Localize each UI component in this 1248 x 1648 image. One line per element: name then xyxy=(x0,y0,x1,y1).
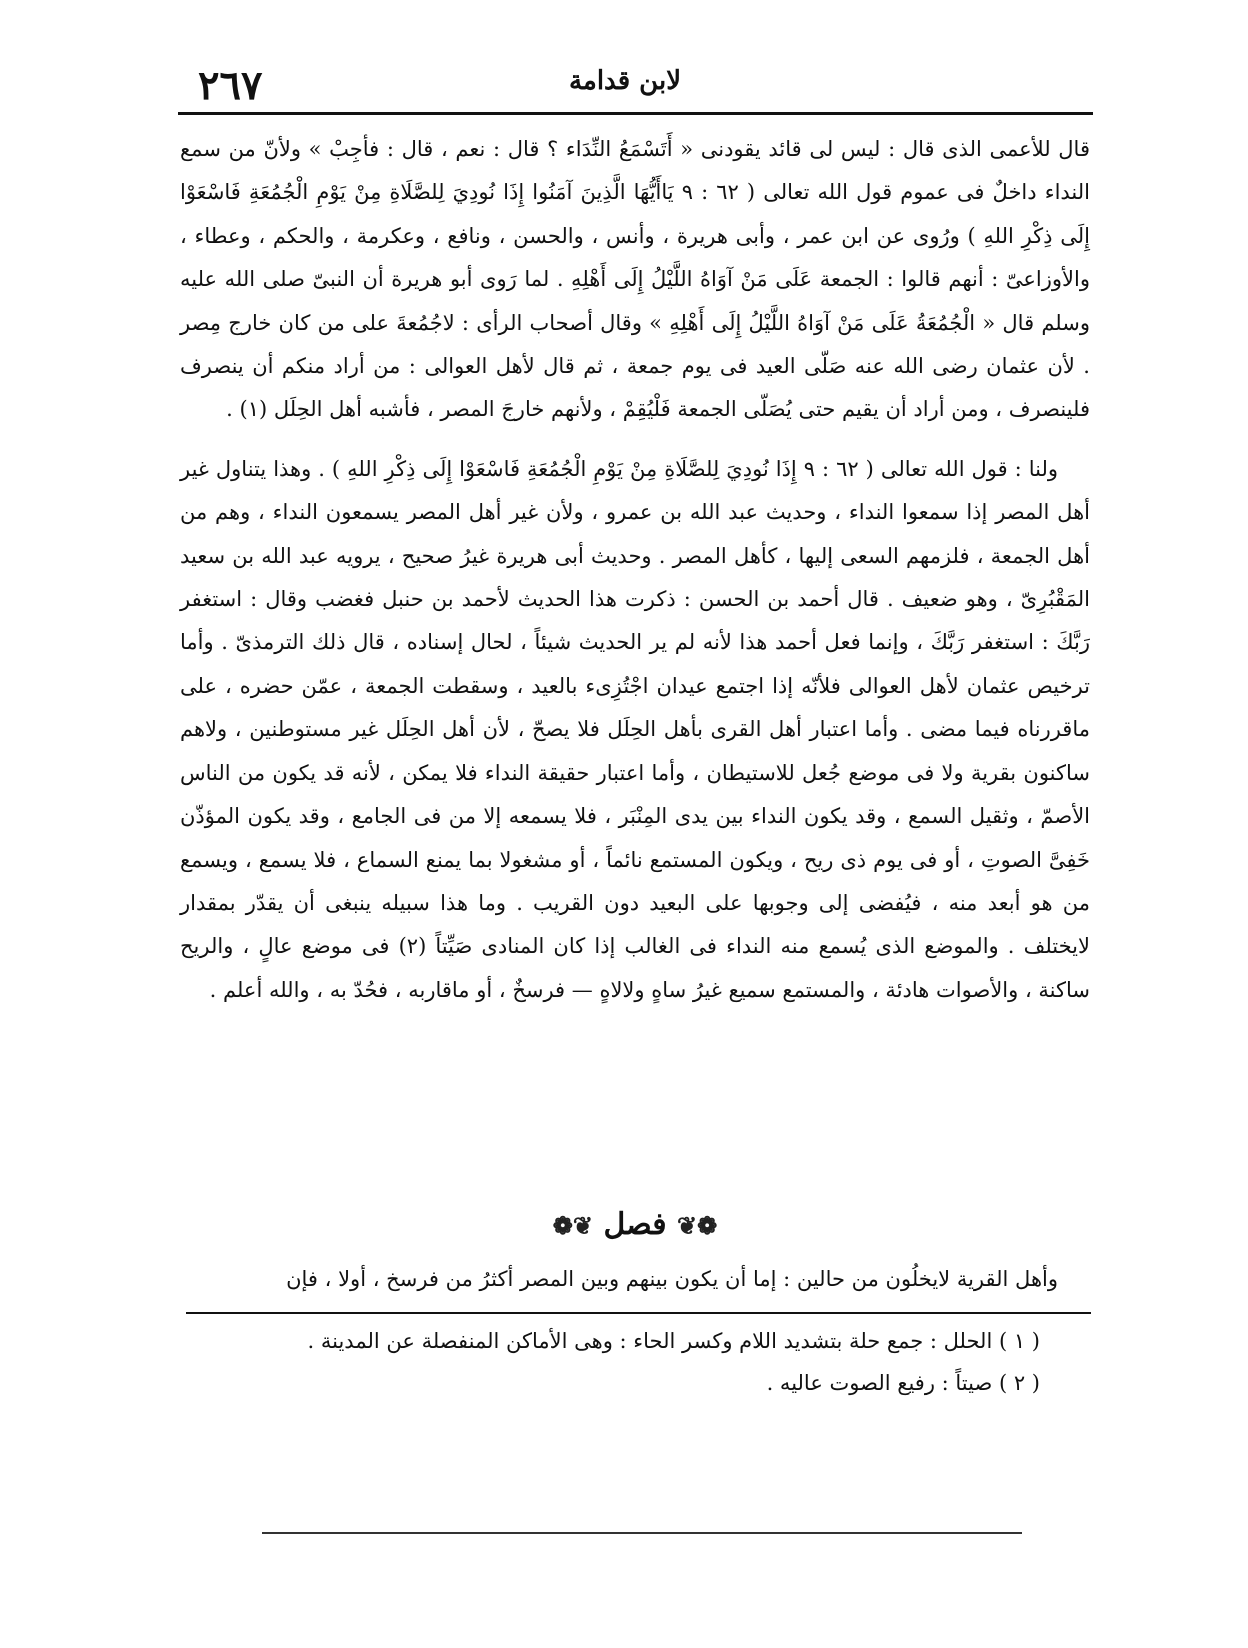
paragraph-2: ولنا : قول الله تعالى ( ٦٢ : ٩ إِذَا نُودِيَ لِلصَّلَاةِ مِنْ يَوْمِ الْجُمُعَةِ فَاسْعَوْا إِلَى ذِكْرِ اللهِ ) . وهذا يتناول غير أهل المصر إذا سمعوا النداء ، وحديث عبد الله بن عمرو ، ولأن غير أهل المصر يسمعون النداء ، وهم من أهل الجمعة ، فلزمهم السعى إليها ، كأهل المصر . وحديث أبى هريرة غيرُ صحيح ، يرويه عبد الله بن سعيد المَقْبُرِىّ ، وهو ضعيف . قال أحمد بن الحسن : ذكرت هذا الحديث لأحمد بن حنبل فغضب وقال : استغفر رَبَّكَ : استغفر رَبَّكَ ، وإنما فعل أحمد هذا لأنه لم ير الحديث شيئاً ، لحال إسناده ، قال ذلك الترمذىّ . وأما ترخيص عثمان لأهل العوالى فلأنّه إذا اجتمع عيدان اجْتُزِىء بالعيد ، وسقطت الجمعة ، عمّن حضره ، على ماقررناه فيما مضى . وأما اعتبار أهل القرى بأهل الحِلَل فلا يصحّ ، لأن أهل الحِلَل غير مستوطنين ، ولاهم ساكنون بقرية ولا فى موضع جُعل للاستيطان ، وأما اعتبار حقيقة النداء فلا يمكن ، لأنه قد يكون من الناس الأصمّ ، وثقيل السمع ، وقد يكون النداء بين يدى المِنْبَر ، فلا يسمعه إلا من فى الجامع ، وقد يكون المؤذّن خَفِىَّ الصوتِ ، أو فى يوم ذى ريح ، ويكون المستمع نائماً ، أو مشغولا بما يمنع السماع ، فلا يسمع ، ويسمع من هو أبعد منه ، فيُفضى إلى وجوبها على البعيد دون القريب . وما هذا سبيله ينبغى أن يقدّر بمقدار لايختلف . والموضع الذى يُسمع منه النداء فى الغالب إذا كان المنادى صَيِّتاً (٢) فى موضع عالٍ ، والريح ساكنة ، والأصوات هادئة ، والمستمع سميع غيرُ ساهٍ ولالاهٍ — فرسخٌ ، أو ماقاربه ، فحُدّ به ، والله أعلم . xyxy=(180,456,1090,1002)
ornament-right-icon: ❁❦ xyxy=(676,1211,718,1240)
bottom-rule xyxy=(262,1532,1022,1534)
running-title: لابن قدامة xyxy=(568,66,682,96)
page-header xyxy=(160,62,1090,112)
page-number: ٢٦٧ xyxy=(198,62,263,109)
ornament-left-icon: ❦❁ xyxy=(552,1211,593,1240)
section-heading-text: فصل xyxy=(603,1207,667,1242)
footnote-1: ( ١ ) الحلل : جمع حلة بتشديد اللام وكسر الحاء : وهى الأماكن المنفصلة عن المدينة . xyxy=(307,1329,1040,1353)
footnote-2: ( ٢ ) صيتاً : رفيع الصوت عاليه . xyxy=(766,1371,1040,1395)
paragraph-1: قال للأعمى الذى قال : ليس لى قائد يقودنى « أَتَسْمَعُ النِّدَاء ؟ قال : نعم ، قال : فأجِبْ » ولأنّ من سمع النداء داخلٌ فى عموم قول الله تعالى ( ٦٢ : ٩ يَاأَيُّهَا الَّذِينَ آمَنُوا إِذَا نُودِيَ لِلصَّلَاةِ مِنْ يَوْمِ الْجُمُعَةِ فَاسْعَوْا إِلَى ذِكْرِ اللهِ ) ورُوى عن ابن عمر ، وأبى هريرة ، وأنس ، والحسن ، ونافع ، وعكرمة ، والحكم ، وعطاء ، والأوزاعىّ : أنهم قالوا : الجمعة عَلَى مَنْ آوَاهُ اللَّيْلُ إِلَى أَهْلِهِ . لما رَوى أبو هريرة أن النبىّ صلى الله عليه وسلم قال « الْجُمُعَةُ عَلَى مَنْ آوَاهُ اللَّيْلُ إِلَى أَهْلِهِ » وقال أصحاب الرأى : لاجُمُعةَ على من كان خارج مِصر . لأن عثمان رضى الله عنه صَلّى العيد فى يوم جمعة ، ثم قال لأهل العوالى : من أراد منكم أن ينصرف فلينصرف ، ومن أراد أن يقيم حتى يُصَلّى الجمعة فَلْيُقِمْ ، ولأنهم خارجَ المصر ، فأشبه أهل الحِلَل (١) . xyxy=(180,137,1090,422)
main-text xyxy=(180,128,1090,1012)
section-heading xyxy=(180,1195,1090,1255)
paragraph-3: وأهل القرية لايخلُون من حالين : إما أن يكون بينهم وبين المصر أكثرُ من فرسخ ، أولا ، فإن xyxy=(286,1267,1058,1291)
footnote-rule xyxy=(186,1312,1091,1314)
header-rule xyxy=(178,112,1093,115)
footnotes xyxy=(180,1320,1090,1404)
